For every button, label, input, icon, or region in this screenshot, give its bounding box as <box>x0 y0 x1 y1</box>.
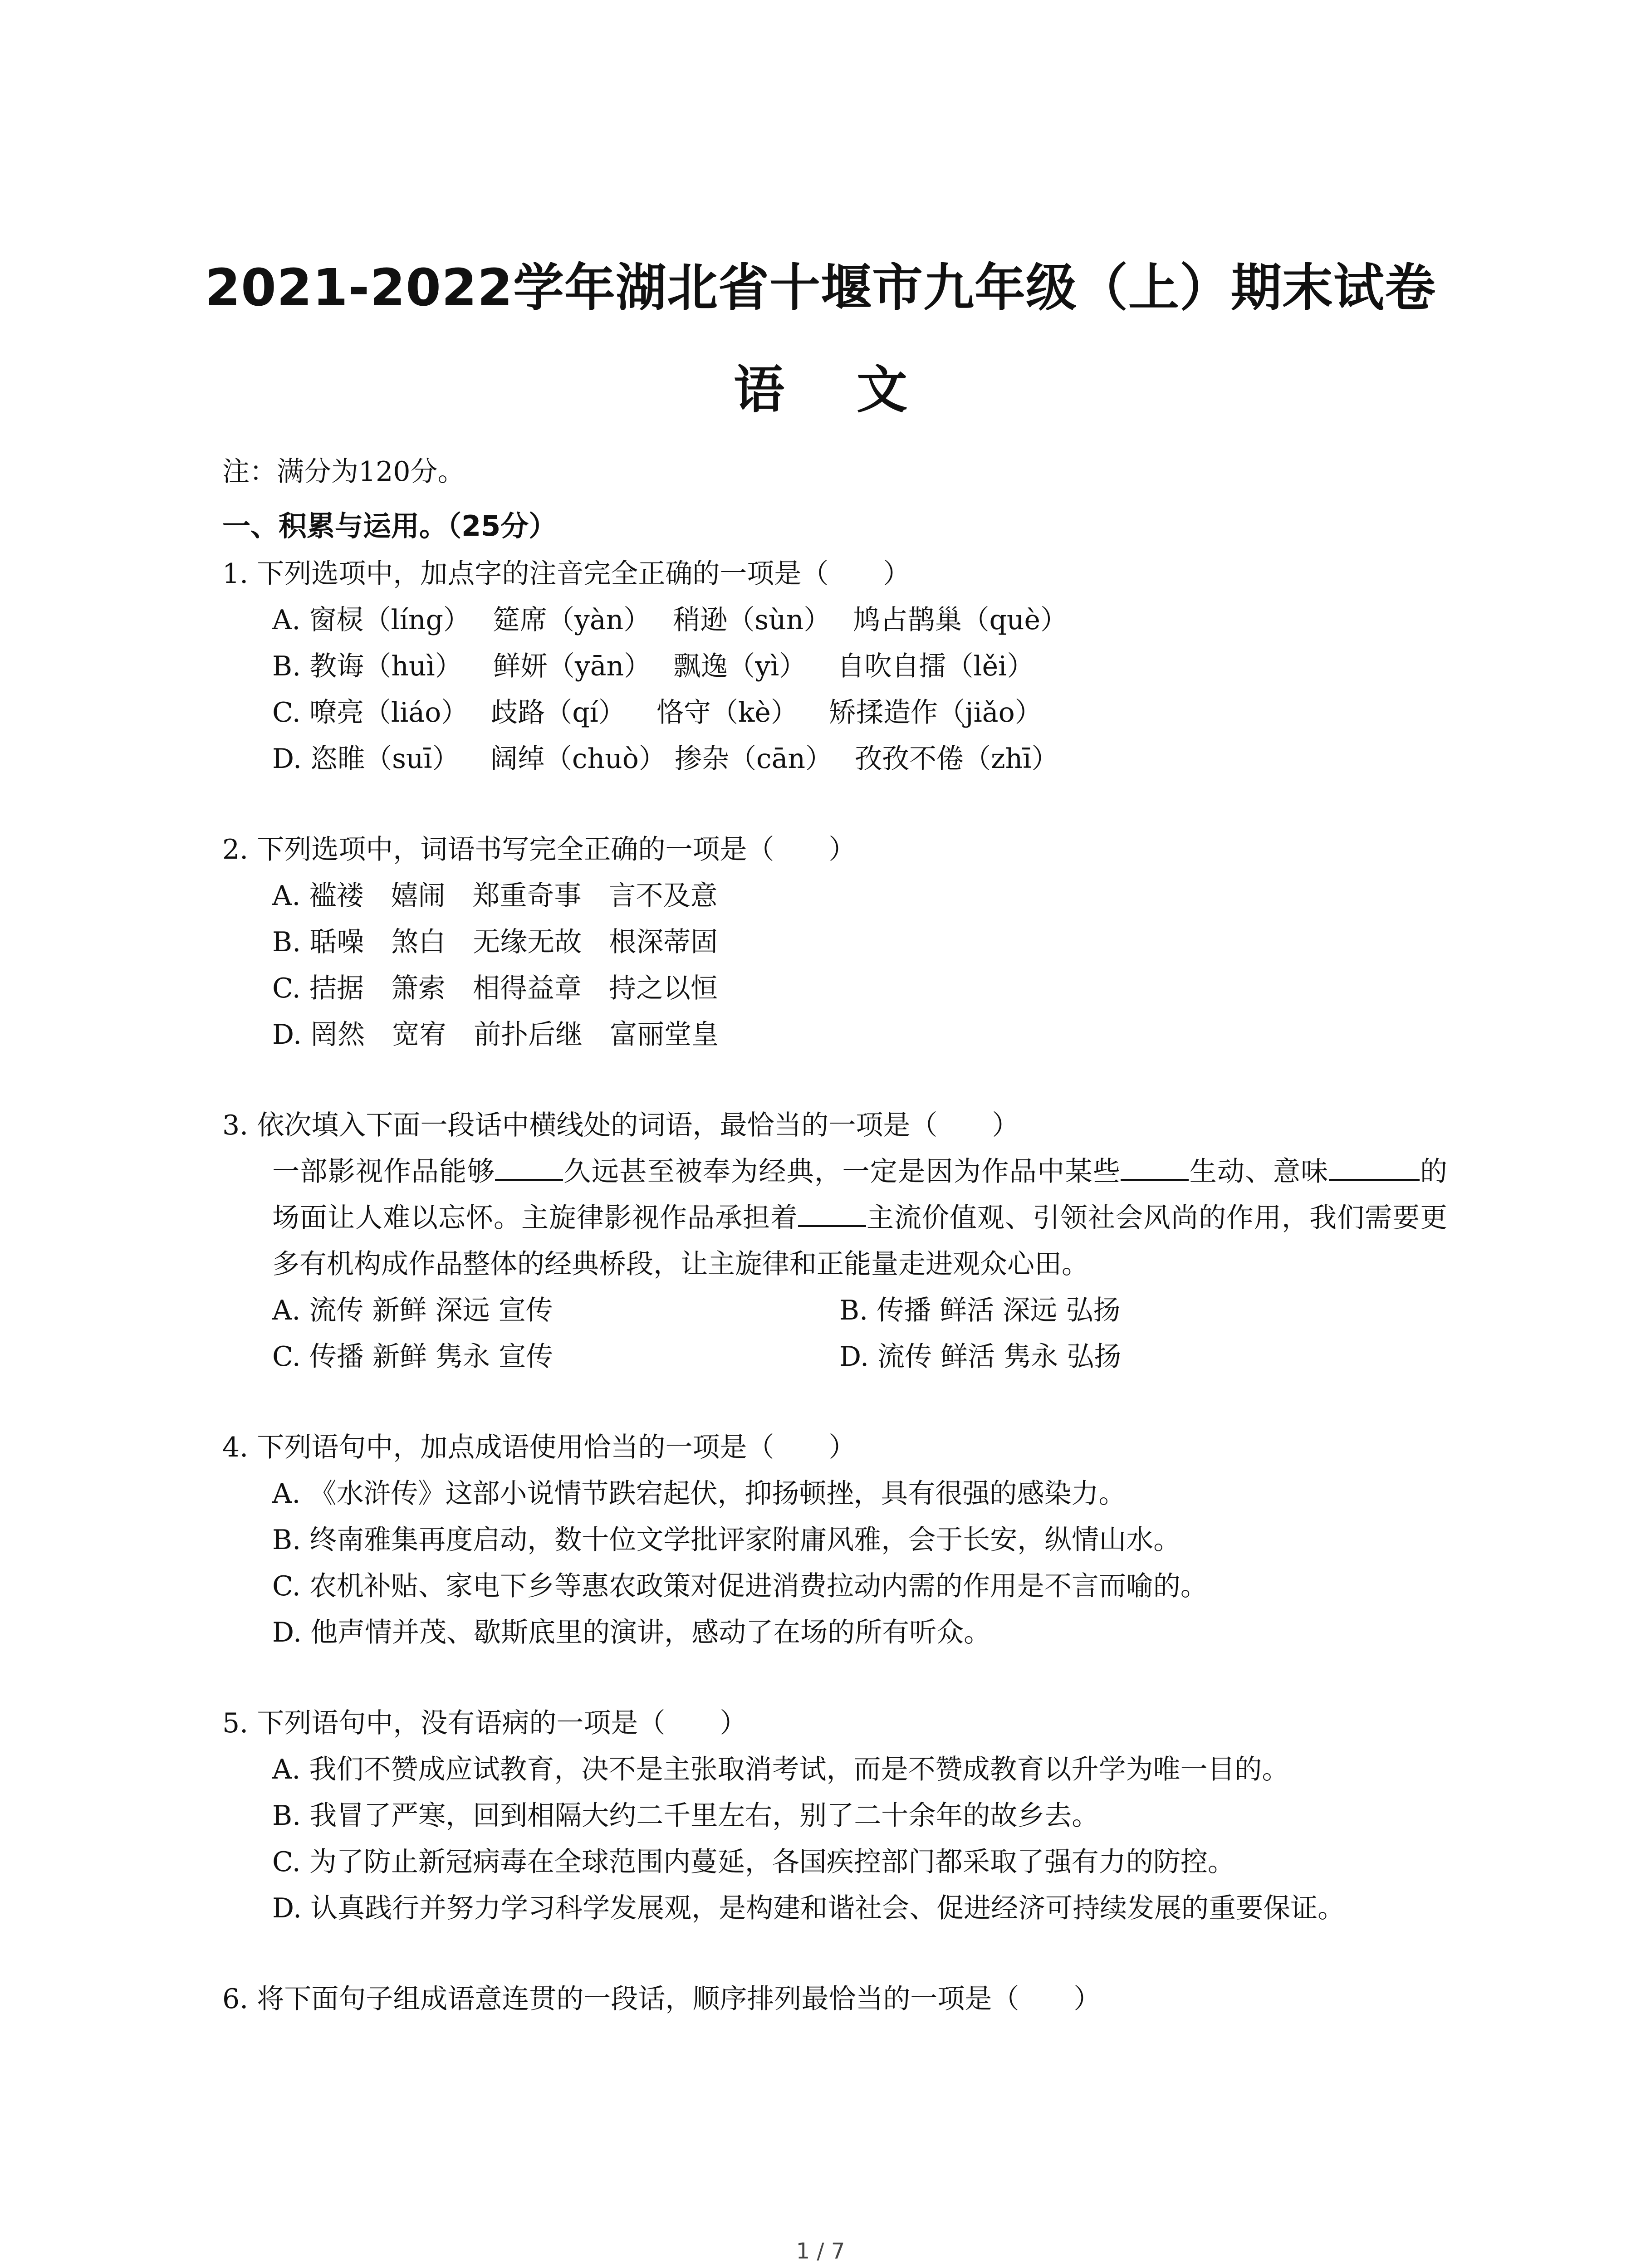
option-c: C. 嘹亮（liáo） 歧路（qí） 恪守（kè） 矫揉造作（jiǎo） <box>272 697 1042 728</box>
option-b: B. 传播 鲜活 深远 弘扬 <box>839 1295 1121 1326</box>
option-d: D. 他声情并茂、歇斯底里的演讲，感动了在场的所有听众。 <box>272 1617 991 1648</box>
option-b: B. 教诲（huì） 鲜妍（yān） 飘逸（yì） 自吹自擂（lěi） <box>272 650 1034 682</box>
blank-line <box>1121 1152 1189 1181</box>
option-c: C. 传播 新鲜 隽永 宣传 <box>272 1341 554 1373</box>
passage-text: 久远甚至被奉为经典，一定是因为作品中某些 <box>563 1156 1121 1188</box>
option-c: C. 为了防止新冠病毒在全球范围内蔓延，各国疾控部门都采取了强有力的防控。 <box>272 1846 1235 1878</box>
exam-content <box>222 449 1447 2067</box>
question-passage <box>222 1149 1447 1287</box>
option-d: D. 流传 鲜活 隽永 弘扬 <box>839 1341 1122 1373</box>
blank-line <box>495 1152 563 1181</box>
question-stem: 2. 下列选项中，词语书写完全正确的一项是（ ） <box>222 834 856 865</box>
option-d: D. 认真践行并努力学习科学发展观，是构建和谐社会、促进经济可持续发展的重要保证。 <box>272 1892 1345 1924</box>
question-5 <box>222 1700 1447 1931</box>
question-6 <box>222 1976 1447 2022</box>
question-stem: 5. 下列语句中，没有语病的一项是（ ） <box>222 1707 747 1739</box>
subject-title: 语 文 <box>734 361 935 420</box>
passage-text: 一部影视作品能够 <box>272 1156 495 1188</box>
option-b: B. 聒噪 煞白 无缘无故 根深蒂固 <box>272 926 718 958</box>
option-d: D. 罔然 宽宥 前扑后继 富丽堂皇 <box>272 1019 719 1051</box>
question-stem: 1. 下列选项中，加点字的注音完全正确的一项是（ ） <box>222 558 911 590</box>
blank-line <box>798 1198 866 1227</box>
passage-text: 生动、意味 <box>1189 1156 1329 1188</box>
question-stem: 4. 下列语句中，加点成语使用恰当的一项是（ ） <box>222 1432 856 1463</box>
option-c: C. 拮据 箫索 相得益章 持之以恒 <box>272 973 718 1004</box>
option-a: A. 窗棂（líng） 筵席（yàn） 稍逊（sùn） 鸠占鹊巢（què） <box>272 604 1068 636</box>
question-3 <box>222 1102 1447 1380</box>
option-a: A. 我们不赞成应试教育，决不是主张取消考试，而是不赞成教育以升学为唯一目的。 <box>272 1754 1289 1785</box>
section-heading: 一、积累与运用。（25分） <box>222 509 557 543</box>
option-a: A. 流传 新鲜 深远 宣传 <box>272 1295 553 1326</box>
passage-text: 的场面让人难以忘怀。主旋律影视作品承担着 <box>272 1156 1448 1234</box>
option-d: D. 恣睢（suī） 阔绰（chuò） 掺杂（cān） 孜孜不倦（zhī） <box>272 743 1059 775</box>
passage-text: 主流价值观、引领社会风尚的作用，我们需要更多有机构成作品整体的经典桥段，让主旋律和正能量走进观众心田。 <box>272 1202 1447 1280</box>
option-grid <box>222 1287 1447 1380</box>
option-a: A. 《水浒传》这部小说情节跌宕起伏，抑扬顿挫，具有很强的感染力。 <box>272 1478 1126 1510</box>
option-b: B. 终南雅集再度启动，数十位文学批评家附庸风雅，会于长安，纵情山水。 <box>272 1524 1181 1556</box>
question-1 <box>222 551 1447 782</box>
blank-line <box>1329 1152 1420 1181</box>
option-b: B. 我冒了严寒，回到相隔大约二千里左右，别了二十余年的故乡去。 <box>272 1800 1099 1832</box>
page-title: 2021-2022学年湖北省十堰市九年级（上）期末试卷 <box>205 259 1436 318</box>
question-stem: 6. 将下面句子组成语意连贯的一段话，顺序排列最恰当的一项是（ ） <box>222 1983 1101 2015</box>
question-4 <box>222 1424 1447 1656</box>
question-stem: 3. 依次填入下面一段话中横线处的词语，最恰当的一项是（ ） <box>222 1110 1019 1141</box>
page-number: 1 / 7 <box>796 2239 845 2264</box>
option-c: C. 农机补贴、家电下乡等惠农政策对促进消费拉动内需的作用是不言而喻的。 <box>272 1570 1208 1602</box>
score-note: 注：满分为120分。 <box>222 456 465 488</box>
question-2 <box>222 826 1447 1058</box>
option-a: A. 褴褛 嬉闹 郑重奇事 言不及意 <box>272 880 718 912</box>
